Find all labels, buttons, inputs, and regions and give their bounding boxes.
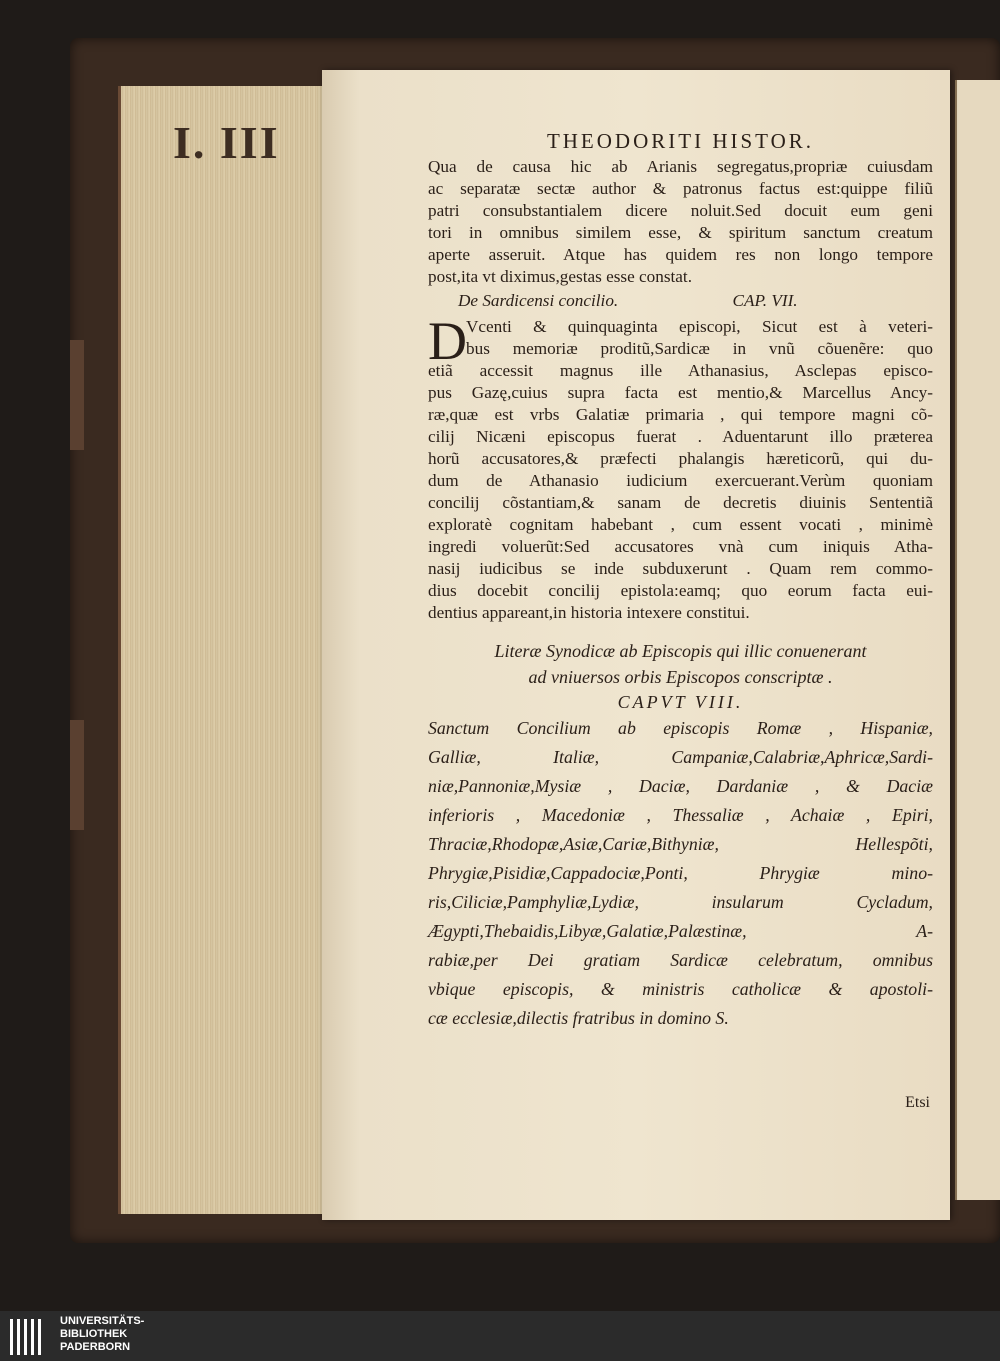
text-line: tori in omnibus similem esse, & spiritum sanctum creatum (428, 223, 933, 242)
text-line: Qua de causa hic ab Arianis segregatus,propriæ cuiusdam (428, 157, 933, 176)
text-line: Phrygiæ,Pisidiæ,Cappadociæ,Ponti, Phrygiæ mino- (428, 863, 933, 883)
caput-number: CAPVT VIII. (617, 692, 744, 712)
text-line: ræ,quæ est vrbs Galatiæ primaria , qui tempore magni cõ- (428, 405, 933, 424)
text-line: inferioris , Macedoniæ , Thessaliæ , Achaiæ , Epiri, (428, 805, 933, 825)
catchword: Etsi (905, 1094, 930, 1111)
text-line: Galliæ, Italiæ, Campaniæ,Calabriæ,Aphricæ,Sardi- (428, 747, 933, 767)
text-line: bus memoriæ proditũ,Sardicæ in vnũ cõuenẽre: quo (466, 339, 933, 358)
running-head: THEODORITI HISTOR. (546, 129, 815, 153)
text-line: ac separatæ sectæ author & patronus factus est:quippe filiũ (428, 179, 933, 198)
paragraph-1 (428, 156, 933, 288)
paragraph-2-lines (428, 311, 933, 624)
text-line: pus Gazę,cuius supra facta est mentio,& Marcellus Ancy- (428, 383, 933, 402)
text-line: post,ita vt diximus,gestas esse constat. (428, 267, 692, 286)
letter-title (428, 638, 933, 690)
text-line: Sanctum Concilium ab episcopis Romæ , Hispaniæ, (428, 718, 933, 738)
library-footer (0, 1311, 1000, 1361)
text-line: etiã accessit magnus ille Athanasius, Asclepas episco- (428, 361, 933, 380)
chapter-heading (458, 290, 933, 312)
letter-body (428, 714, 933, 1033)
text-line: Thraciæ,Rhodopæ,Asiæ,Cariæ,Bithyniæ, Hellespõti, (428, 834, 933, 854)
facing-page-edge (955, 80, 1000, 1200)
text-line: vbique episcopis, & ministris catholicæ & apostoli- (428, 979, 933, 999)
text-line: niæ,Pannoniæ,Mysiæ , Daciæ, Dardaniæ , & Daciæ (428, 776, 933, 796)
page-text (428, 130, 933, 1033)
text-line: Vcenti & quinquaginta episcopi, Sicut est à veteri- (466, 317, 933, 336)
chapter-title: De Sardicensi concilio. (458, 291, 619, 310)
drop-cap: D (428, 311, 467, 371)
paragraph-2 (428, 311, 933, 624)
text-line: exploratè cognitam habebant , cum essent vocati , minimè (428, 515, 933, 534)
text-line: patri consubstantialem dicere noluit.Sed docuit eum geni (428, 201, 933, 220)
text-line: Ægypti,Thebaidis,Libyæ,Galatiæ,Palæstinæ, A- (428, 921, 933, 941)
book-page (322, 70, 950, 1220)
library-name: UNIVERSITÄTS- BIBLIOTHEK PADERBORN (60, 1315, 145, 1353)
text-line: ad vniuersos orbis Episcopos conscriptæ . (528, 667, 833, 687)
text-line: aperte asseruit. Atque has quidem res non longo tempore (428, 245, 933, 264)
text-line: dum de Athanasio iudicium exercuerant.Verùm quoniam (428, 471, 933, 490)
text-line: rabiæ,per Dei gratiam Sardicæ celebratum, omnibus (428, 950, 933, 970)
text-line: ris,Ciliciæ,Pamphyliæ,Lydiæ, insularum Cycladum, (428, 892, 933, 912)
text-line: cilij Nicæni episcopus fuerat . Aduentarunt illo præterea (428, 427, 933, 446)
text-line: horũ accusatores,& præfecti phalangis hæreticorũ, qui du- (428, 449, 933, 468)
text-line: cæ ecclesiæ,dilectis fratribus in domino S. (428, 1008, 729, 1028)
page-edges (118, 86, 327, 1214)
chapter-number: CAP. VII. (732, 291, 798, 310)
clasp-lower (70, 720, 84, 830)
text-line: dentius appareant,in historia intexere constitui. (428, 603, 750, 622)
text-line: concilij cõstantiam,& sanam de decretis diuinis Sententiã (428, 493, 933, 512)
text-line: dius docebit concilij epistola:eamq; quo eorum facta eui- (428, 581, 933, 600)
library-logo-icon (10, 1319, 45, 1360)
spine-label: I. III (173, 117, 280, 168)
clasp-upper (70, 340, 84, 450)
text-line: nasij iudicibus se inde subduxerunt . Quam rem commo- (428, 559, 933, 578)
text-line: Literæ Synodicæ ab Episcopis qui illic conuenerant (494, 641, 867, 661)
text-line: ingredi voluerũt:Sed accusatores vnà cum iniquis Atha- (428, 537, 933, 556)
